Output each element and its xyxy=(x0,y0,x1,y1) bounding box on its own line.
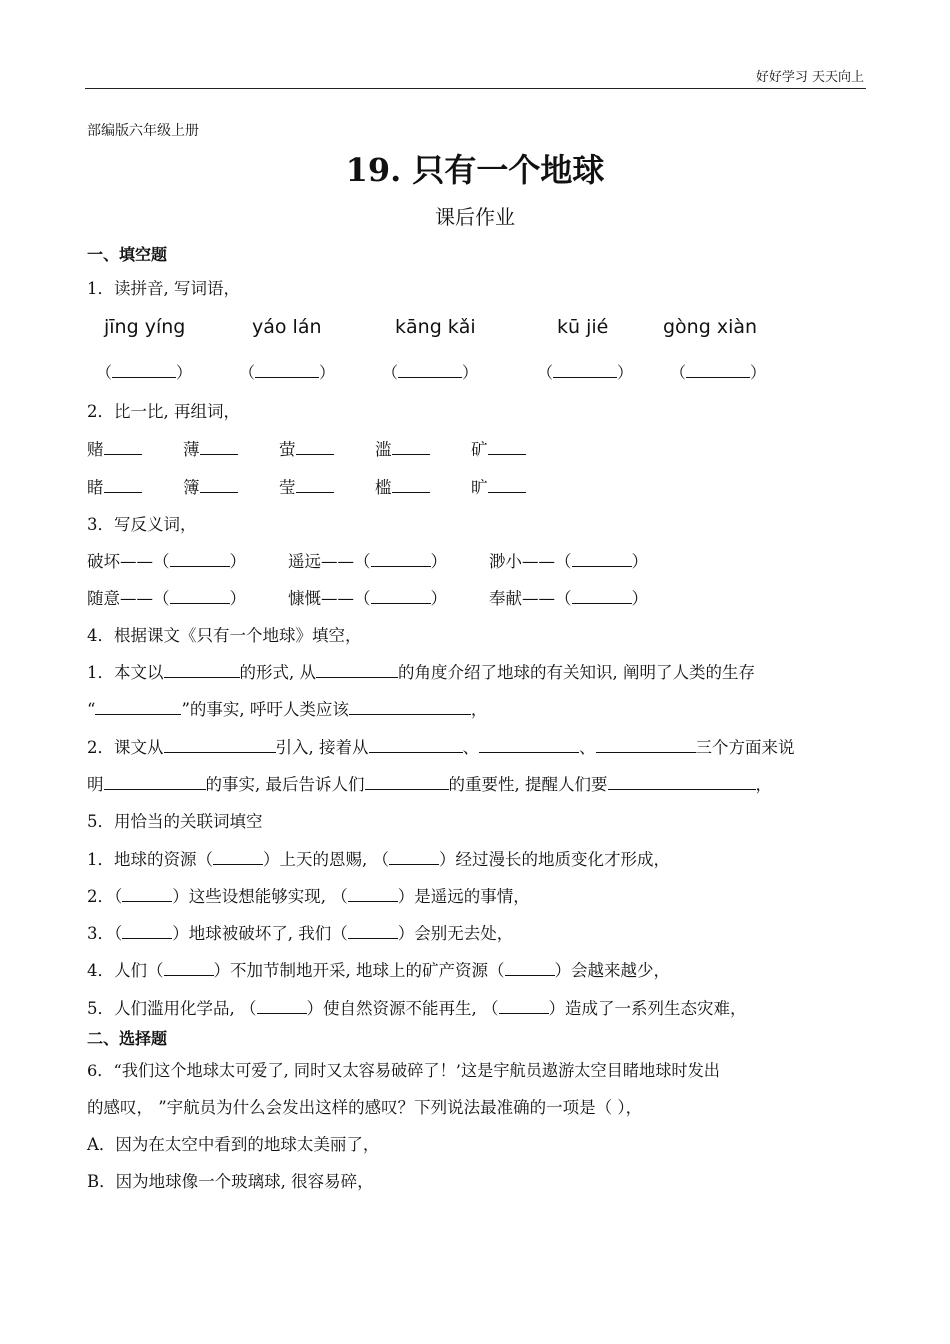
header-motto: 好好学习 天天向上 xyxy=(755,70,864,85)
answer-box[interactable]: （ ） xyxy=(670,363,767,382)
answer-box[interactable]: （ ） xyxy=(382,363,479,382)
answer-blank[interactable] xyxy=(316,661,398,678)
compare-char-item[interactable] xyxy=(279,436,334,460)
compare-char-item[interactable] xyxy=(375,474,430,498)
answer-blank[interactable] xyxy=(596,736,696,753)
antonym-item[interactable]: 破坏——（ ） xyxy=(87,552,246,571)
q4-line: 1．本文以 的形式, 从 的角度介绍了地球的有关知识, 阐明了人类的生存 xyxy=(87,663,755,682)
compare-char-item[interactable] xyxy=(471,474,526,498)
compare-char-item[interactable] xyxy=(183,436,238,460)
answer-blank[interactable] xyxy=(479,736,579,753)
answer-blank[interactable] xyxy=(164,661,240,678)
q5-line: 3．（ ）地球被破坏了, 我们（ ）会别无去处， xyxy=(87,924,514,943)
answer-blank[interactable] xyxy=(505,959,555,976)
q4-line: 明 的事实, 最后告诉人们 的重要性, 提醒人们要 ， xyxy=(87,775,772,794)
pinyin-item: kū jié xyxy=(557,316,609,338)
char: 赌 xyxy=(87,440,104,459)
antonym-item[interactable]: 奉献——（ ） xyxy=(489,589,648,608)
q6-option-a[interactable]: A．因为在太空中看到的地球太美丽了， xyxy=(87,1135,380,1154)
compare-char-item[interactable] xyxy=(471,436,526,460)
page-subtitle: 课后作业 xyxy=(435,205,515,229)
antonym-item[interactable]: 随意——（ ） xyxy=(87,589,246,608)
compare-char-item[interactable] xyxy=(87,436,142,460)
char: 莹 xyxy=(279,478,296,497)
compare-char-item[interactable] xyxy=(279,474,334,498)
page-title: 19. 只有一个地球 xyxy=(345,151,605,189)
answer-box[interactable]: （ ） xyxy=(239,363,336,382)
q4-prompt: 4．根据课文《只有一个地球》填空， xyxy=(87,626,362,645)
char: 薄 xyxy=(183,440,200,459)
compare-char-item[interactable] xyxy=(87,474,142,498)
answer-blank[interactable] xyxy=(348,922,398,939)
answer-blank[interactable] xyxy=(122,885,172,902)
q3-prompt: 3．写反义词， xyxy=(87,515,197,534)
char: 槛 xyxy=(375,478,392,497)
section-title-fill: 一、填空题 xyxy=(87,245,168,264)
char: 矿 xyxy=(471,440,488,459)
char: 滥 xyxy=(375,440,392,459)
compare-char-item[interactable] xyxy=(183,474,238,498)
q1-prompt: 1．读拼音, 写词语， xyxy=(87,279,240,298)
answer-blank[interactable] xyxy=(164,736,276,753)
answer-blank[interactable] xyxy=(365,773,449,790)
antonym-item[interactable]: 慷慨——（ ） xyxy=(288,589,447,608)
section-title-choice: 二、选择题 xyxy=(87,1029,168,1048)
compare-char-item[interactable] xyxy=(375,436,430,460)
answer-blank[interactable] xyxy=(608,773,756,790)
pinyin-item: yáo lán xyxy=(252,316,322,338)
answer-blank[interactable] xyxy=(349,698,471,715)
q6-stem-line2: 的感叹， ”宇航员为什么会发出这样的感叹？下列说法最准确的一项是（ ）， xyxy=(87,1098,643,1117)
char: 萤 xyxy=(279,440,296,459)
answer-blank[interactable] xyxy=(104,773,206,790)
answer-blank[interactable] xyxy=(499,997,549,1014)
q5-line: 2．（ ）这些设想能够实现, （ ）是遥远的事情， xyxy=(87,887,530,906)
answer-blank[interactable] xyxy=(257,997,307,1014)
answer-box[interactable]: （ ） xyxy=(96,363,193,382)
antonym-item[interactable]: 遥远——（ ） xyxy=(288,552,447,571)
pinyin-item: kāng kǎi xyxy=(395,316,476,338)
series-label: 部编版六年级上册 xyxy=(87,123,199,139)
answer-blank[interactable] xyxy=(95,698,181,715)
answer-blank[interactable] xyxy=(369,736,463,753)
q4-line: 2．课文从 引入, 接着从 、 、 三个方面来说 xyxy=(87,738,795,757)
answer-box[interactable]: （ ） xyxy=(537,363,634,382)
answer-blank[interactable] xyxy=(122,922,172,939)
q5-line: 4．人们（ ）不加节制地开采, 地球上的矿产资源（ ）会越来越少， xyxy=(87,961,670,980)
q4-line: “ ”的事实, 呼吁人类应该 ， xyxy=(87,700,488,719)
pinyin-item: jīng yíng xyxy=(104,316,186,338)
char: 簿 xyxy=(183,478,200,497)
antonym-item[interactable]: 渺小——（ ） xyxy=(489,552,648,571)
char: 睹 xyxy=(87,478,104,497)
answer-blank[interactable] xyxy=(164,959,214,976)
q5-line: 5．人们滥用化学品, （ ）使自然资源不能再生, （ ）造成了一系列生态灾难， xyxy=(87,999,747,1018)
q6-option-b[interactable]: B．因为地球像一个玻璃球, 很容易碎， xyxy=(87,1172,374,1191)
q5-line: 1．地球的资源（ ）上天的恩赐, （ ）经过漫长的地质变化才形成， xyxy=(87,850,670,869)
q6-stem-line1: 6．“我们这个地球太可爱了, 同时又太容易破碎了！’这是宇航员遨游太空目睹地球时发出 xyxy=(87,1061,720,1080)
pinyin-item: gòng xiàn xyxy=(663,316,758,338)
q2-prompt: 2．比一比, 再组词， xyxy=(87,402,240,421)
header-rule xyxy=(85,88,866,89)
q5-prompt: 5．用恰当的关联词填空 xyxy=(87,812,263,831)
answer-blank[interactable] xyxy=(213,848,263,865)
answer-blank[interactable] xyxy=(348,885,398,902)
char: 旷 xyxy=(471,478,488,497)
answer-blank[interactable] xyxy=(389,848,439,865)
